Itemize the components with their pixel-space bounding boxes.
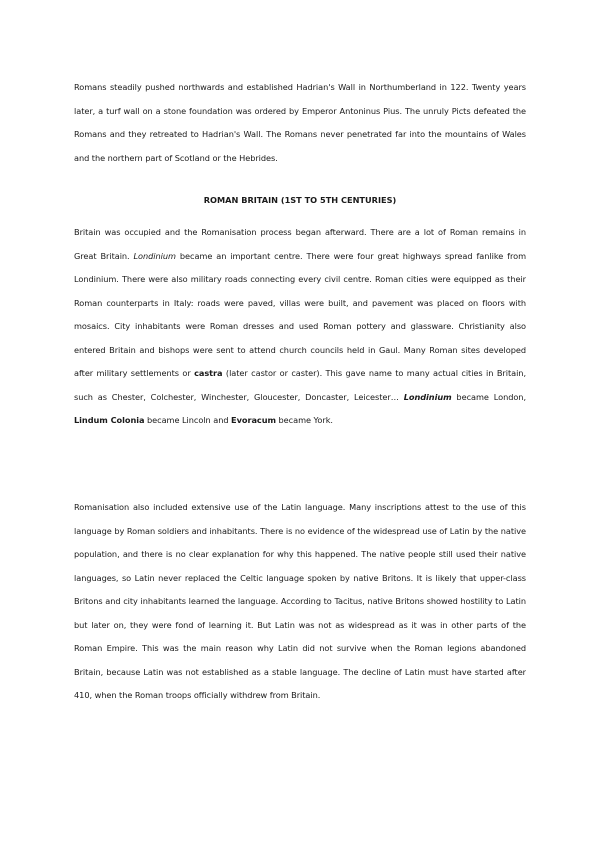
roman-britain-text bbox=[74, 221, 526, 433]
text-run: became York. bbox=[275, 415, 333, 425]
latin-language-text: Romanisation also included extensive use of the Latin language. Many inscriptions attest to the use of this language by Roman soldiers and inhabitants. There is no evidence of the widespread use of Latin by the native population, and there is no clear explanation for why this happened. The native people still used their native languages, so Latin never replaced the Celtic language spoken by native Britons. It is likely that upper-class Britons and city inhabitants learned the language. According to Tacitus, native Britons showed hostility to Latin but later on, they were fond of learning it. But Latin was not as widespread as it was in other parts of the Roman Empire. This was the main reason why Latin did not survive when the Roman legions abandoned Britain, because Latin was not established as a stable language. The decline of Latin must have started after 410, when the Roman troops officially withdrew from Britain. bbox=[74, 502, 526, 700]
term-lindum-colonia: Lindum Colonia bbox=[74, 415, 145, 425]
section-heading: ROMAN BRITAIN (1ST TO 5TH CENTURIES) bbox=[203, 195, 397, 205]
text-run: (later castor or caster). This gave name to many actual cities in Britain, such as Chester, Colchester, Winchester, Gloucester, Doncaster, Leicester… bbox=[74, 368, 526, 402]
text-run: Britain was occupied and the Romanisation process began afterward. There are a lot of Roman remains in Great Britain. bbox=[74, 227, 526, 261]
intro-paragraph bbox=[74, 76, 526, 170]
latin-language-paragraph bbox=[74, 496, 526, 708]
intro-text: Romans steadily pushed northwards and established Hadrian's Wall in Northumberland in 122. Twenty years later, a turf wall on a stone foundation was ordered by Emperor Antoninus Pius. The unruly Picts defeated the Romans and they retreated to Hadrian's Wall. The Romans never penetrated far into the mountains of Wales and the northern part of Scotland or the Hebrides. bbox=[74, 82, 526, 163]
text-run: became London, bbox=[451, 391, 527, 402]
term-evoracum: Evoracum bbox=[231, 415, 276, 425]
term-londinium-italic: Londinium bbox=[133, 250, 176, 261]
term-castra: castra bbox=[194, 368, 223, 378]
text-run: became Lincoln and bbox=[144, 415, 232, 425]
term-londinium-bold: Londinium bbox=[403, 391, 452, 402]
text-run: became an important centre. There were four great highways spread fanlike from Londinium. There were also military roads connecting every civil centre. Roman cities were equipped as their Roman counterparts in Italy: roads were paved, villas were built, and pavement was placed on floors with mosaics. City inhabitants were Roman dresses and used Roman pottery and glassware. Christianity also entered Britain and bishops were sent to attend church councils held in Gaul. Many Roman sites developed after military settlements or bbox=[74, 250, 526, 378]
roman-britain-paragraph bbox=[74, 221, 526, 433]
